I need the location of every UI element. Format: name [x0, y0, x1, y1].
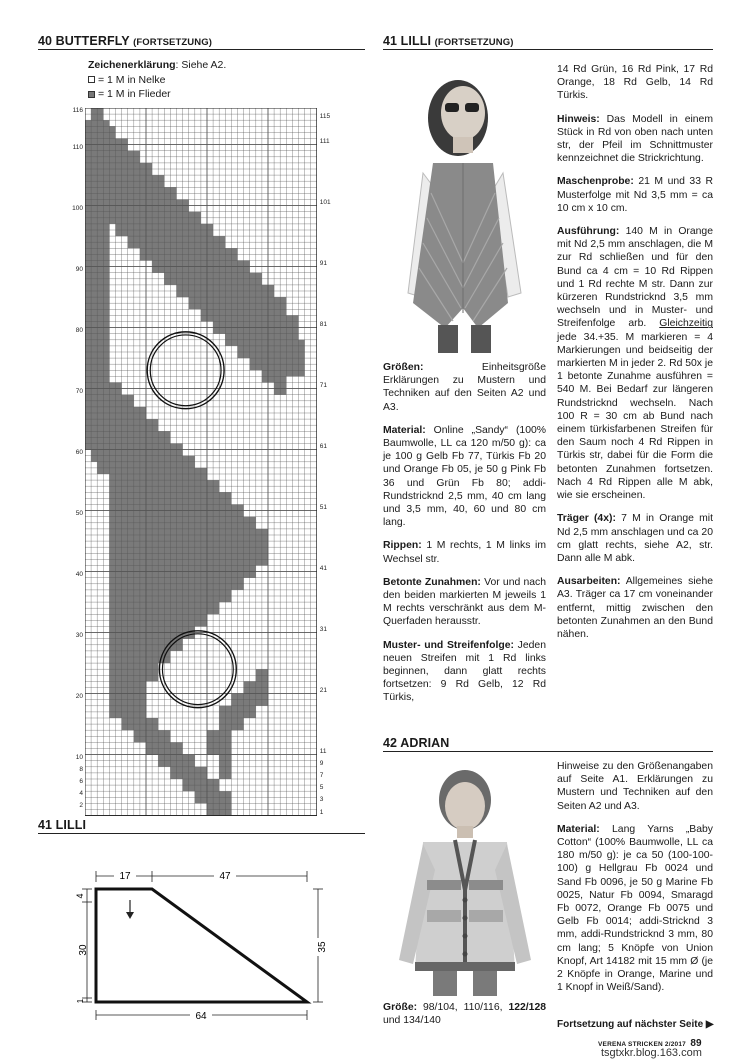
adrian-groesse: Größe: 98/104, 110/116, 122/128 und 134/140 — [383, 1002, 546, 1027]
lilli-schema-rule — [38, 833, 365, 834]
lilli-schema-heading: 41 LILLI — [38, 818, 87, 832]
butterfly-heading: 40 BUTTERFLY (FORTSETZUNG) — [38, 34, 212, 48]
row-label-left: 30 — [75, 631, 83, 639]
adrian-rule — [383, 751, 713, 752]
triangle-right-icon: ▶ — [705, 1019, 714, 1030]
legend-item-nelke: = 1 M in Nelke — [88, 73, 226, 88]
row-label-left: 100 — [72, 204, 83, 212]
row-label-left: 50 — [75, 509, 83, 517]
magazine-name: VERENA STRICKEN 2/2017 — [598, 1041, 686, 1048]
lilli-stripe-continuation: 14 Rd Grün, 16 Rd Pink, 17 Rd Orange, 18 Rd Gelb, 14 Rd Türkis. — [557, 64, 713, 102]
lilli-ausfuehrung: Ausführung: 140 M in Orange mit Nd 2,5 mm anschlagen, die M zur Rd schließen und für den Bund ca 4 cm = 10 Rd Rippen und 1 Rd rechte M str. Dann zur kürzeren Rundstricknd 3,5 mm wechseln und in Muster- und Streifenfolge arb. Gleichzeitig jede 34.+35. M markieren = 4 Markierungen und beidseitig der markierten M in jeder 2. Rd 50x je 1 betonte Zunahme ausführen = 540 M. Bei Bedarf zur längeren Rundstricknd wechseln. Nach 100 R = 30 cm ab Bund nach einem türkisfarbenen Streifen für den Saum noch 4 Rd Rippen in Türkis str, dabei für die Form die betonten Zunahmen fortsetzen. Nach 4 Rd Rippen alle M abk, wie sie erscheinen. — [557, 226, 713, 502]
row-label-left: 20 — [75, 692, 83, 700]
lilli-groessen: Größen: Einheitsgröße Erklärungen zu Mustern und Techniken auf den Seiten A2 und A3. — [383, 362, 546, 413]
dim-bottom-64: 64 — [195, 1011, 207, 1022]
lilli-pattern-schematic — [60, 862, 340, 1028]
dim-right-35: 35 — [317, 941, 328, 953]
row-label-right: 41 — [319, 564, 328, 572]
adrian-material: Material: Lang Yarns „Baby Cotton“ (100% Baumwolle, LL ca 180 m/50 g): je ca 50 (100-100-100) g Hellgrau Fb 0024 und Sand Fb 0096, je 50 g Marine Fb 0025, Natur Fb 0094, Smaragd Fb 0072, Orange Fb 0075 und Gelb Fb 0014; addi-Stricknd 3 mm, addi-Rundstricknd 3 mm, 80 cm lang; 5 Knöpfe von Union Knopf, Art 14182 mit 15 mm Ø (je 2 Knöpfe in Orange, Marine und 1 Knopf in Weiß/Sand). — [557, 823, 713, 994]
adrian-heading: 42 ADRIAN — [383, 736, 450, 750]
row-label-left: 4 — [79, 790, 83, 798]
row-label-right: 111 — [319, 137, 330, 145]
row-label-left: 40 — [75, 570, 83, 578]
row-label-right: 7 — [319, 771, 324, 779]
row-label-left: 2 — [79, 802, 83, 810]
lilli-model-photo — [383, 63, 546, 353]
dim-top-17: 17 — [119, 871, 131, 882]
adrian-model-photo — [383, 760, 546, 996]
legend-title: Zeichenerklärung — [88, 59, 176, 71]
page-number: 89 — [690, 1038, 702, 1049]
dim-left-30: 30 — [78, 944, 89, 956]
lilli-betonte-zunahmen: Betonte Zunahmen: Vor und nach den beiden markierten M jeweils 1 M rechts verschränkt aus dem M-Querfaden herausstr. — [383, 576, 546, 628]
continue-next-page: Fortsetzung auf nächster Seite ▶ — [557, 1019, 714, 1030]
lilli-text-col2 — [557, 63, 713, 651]
dim-left-4: 4 — [75, 893, 85, 899]
row-label-left: 110 — [72, 143, 83, 151]
row-label-right: 21 — [319, 686, 328, 694]
light-square-icon — [88, 76, 95, 83]
lilli-rippen: Rippen: 1 M rechts, 1 M links im Wechsel str. — [383, 540, 546, 565]
butterfly-rule — [38, 49, 365, 50]
row-label-right: 51 — [319, 503, 328, 511]
lilli-traeger: Träger (4x): 7 M in Orange mit Nd 2,5 mm anschlagen und ca 20 cm glatt rechts, siehe A2, str. Dann alle M abk. — [557, 513, 714, 564]
lilli-hinweis: Hinweis: Das Modell in einem Stück in Rd von oben nach unten str, der Pfeil im Schnittmuster kennzeichnet die Strickrichtung. — [557, 113, 713, 165]
row-label-right: 11 — [319, 747, 327, 755]
row-label-right: 61 — [319, 442, 328, 450]
row-label-right: 5 — [319, 784, 324, 792]
lilli-maschenprobe: Maschenprobe: 21 M und 33 R Musterfolge mit Nd 3,5 mm = ca 10 cm x 10 cm. — [557, 176, 713, 214]
watermark: tsgtxkr.blog.163.com — [601, 1047, 702, 1059]
row-label-left: 8 — [79, 765, 83, 773]
row-label-right: 71 — [319, 381, 328, 389]
row-label-left: 80 — [75, 326, 83, 334]
dark-square-icon — [88, 91, 95, 98]
row-label-left: 6 — [79, 778, 83, 786]
lilli-text-col1 — [383, 361, 546, 715]
row-label-left: 10 — [75, 753, 83, 761]
dim-left-1: 1 — [76, 998, 85, 1004]
lilli-heading: 41 LILLI (FORTSETZUNG) — [383, 34, 514, 48]
schematic-outline — [96, 889, 307, 1002]
lilli-rule — [383, 49, 713, 50]
legend-item-flieder: = 1 M in Flieder — [88, 87, 226, 102]
lilli-ausarbeiten: Ausarbeiten: Allgemeines siehe A3. Träger ca 17 cm voneinander entfernt, mittig zwischen den betonten Zunahmen an den Bund nähen. — [557, 576, 713, 640]
row-label-right: 115 — [319, 113, 331, 121]
butterfly-chart — [85, 108, 317, 816]
legend-ref: : Siehe A2. — [175, 59, 227, 71]
row-label-right: 101 — [319, 198, 331, 206]
row-label-left: 70 — [75, 387, 83, 395]
lilli-muster-streifenfolge: Muster- und Streifenfolge: Jeden neuen Streifen mit 1 Rd links beginnen, dann glatt rechts fortsetzen: 9 Rd Gelb, 12 Rd Türkis, — [383, 639, 546, 704]
chart-legend — [88, 58, 226, 102]
dim-top-47: 47 — [219, 871, 231, 882]
adrian-hinweise: Hinweise zu den Größenangaben auf Seite A1. Erklärungen zu Mustern und Techniken auf den Seiten A2 und A3. — [557, 761, 713, 812]
lilli-material: Material: Online „Sandy“ (100% Baumwolle, LL ca 120 m/50 g): ca je 100 g Gelb Fb 77, Türkis Fb 20 und Orange Fb 05, je 50 g Pink Fb 36 und Grün Fb 80; addi-Rundstricknd 2,5 mm, 40 cm lang und 3,5 mm, 40, 60 und 80 cm lang. — [383, 424, 546, 529]
row-label-left: 60 — [75, 448, 83, 456]
row-label-right: 81 — [319, 320, 328, 328]
row-label-left: 90 — [75, 265, 83, 273]
row-label-right: 31 — [319, 625, 328, 633]
adrian-text-col2 — [557, 760, 713, 1004]
row-label-right: 3 — [319, 796, 324, 804]
row-label-right: 9 — [319, 759, 324, 767]
knitting-direction-arrow-icon — [126, 912, 134, 919]
row-label-right: 1 — [319, 808, 324, 816]
row-label-right: 91 — [319, 259, 328, 267]
row-label-left: 116 — [72, 107, 83, 115]
